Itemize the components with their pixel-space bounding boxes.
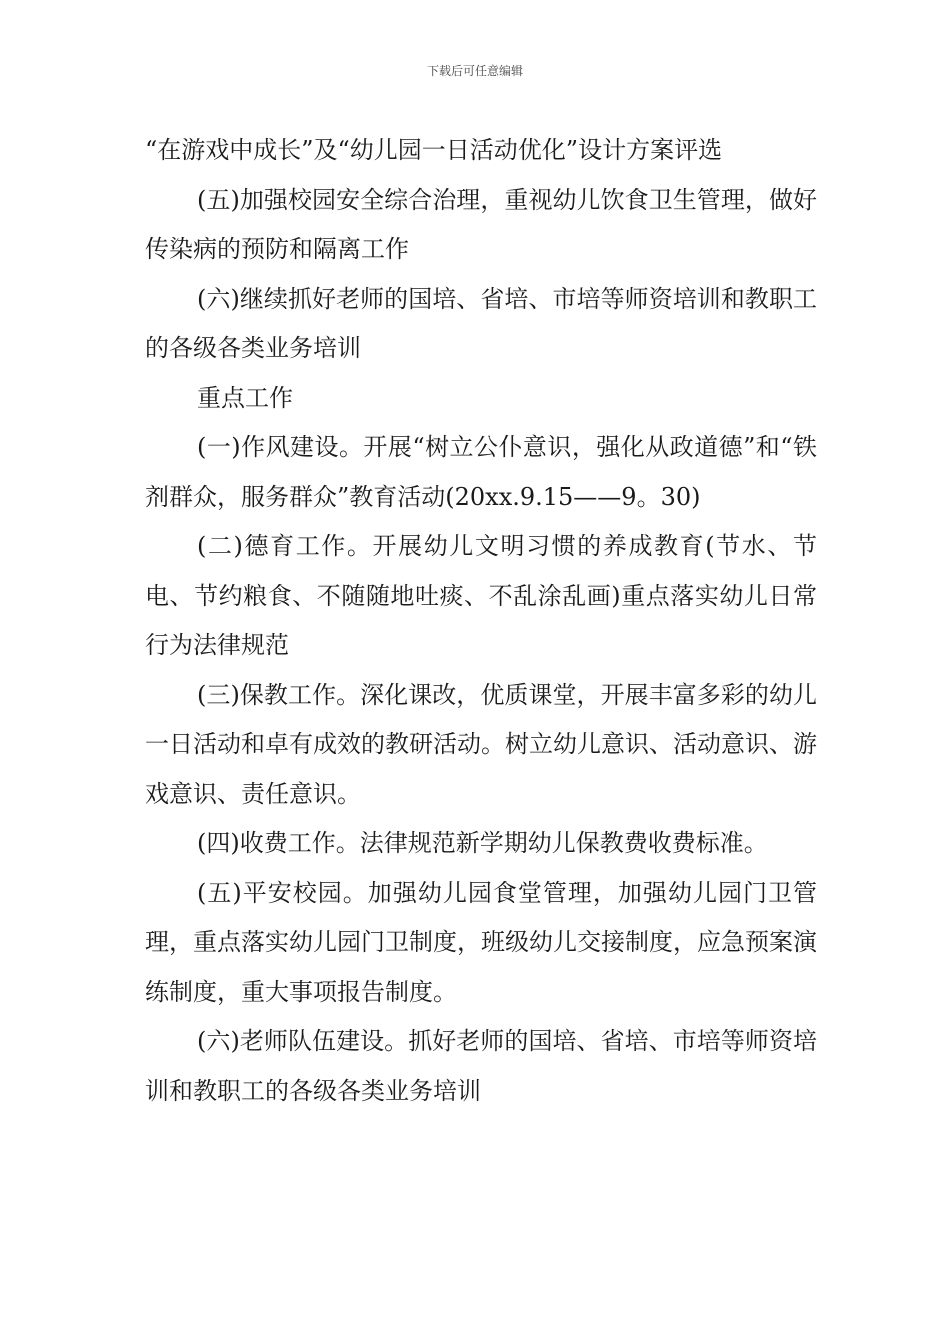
paragraph-key-4-fees: (四)收费工作。法律规范新学期幼儿保教费收费标准。 (197, 829, 768, 857)
paragraph-continuation: “在游戏中成长”及“幼儿园一日活动优化”设计方案评选 (145, 136, 723, 164)
paragraph-key-5-campus: (五)平安校园。加强幼儿园食堂管理，加强幼儿园门卫管理，重点落实幼儿园门卫制度，班级幼儿交接制度，应急预案演练制度，重大事项报告制度。 (145, 878, 817, 1006)
paragraph-item-6-training: (六)继续抓好老师的国培、省培、市培等师资培训和教职工的各级各类业务培训 (145, 284, 817, 362)
paragraph-item-5-safety: (五)加强校园安全综合治理，重视幼儿饮食卫生管理，做好传染病的预防和隔离工作 (145, 185, 817, 263)
page-header: 下载后可任意编辑 (426, 64, 523, 78)
document-body (145, 126, 817, 1116)
paragraph-key-6-teachers: (六)老师队伍建设。抓好老师的国培、省培、市培等师资培训和教职工的各级各类业务培训 (145, 1027, 817, 1105)
paragraph-key-3-education: (三)保教工作。深化课改，优质课堂，开展丰富多彩的幼儿一日活动和卓有成效的教研活动。树立幼儿意识、活动意识、游戏意识、责任意识。 (145, 680, 817, 808)
paragraph-key-1-style: (一)作风建设。开展“树立公仆意识，强化从政道德”和“铁剂群众，服务群众”教育活动(20xx.9.15——9。30) (145, 433, 817, 511)
paragraph-key-2-moral: (二)德育工作。开展幼儿文明习惯的养成教育(节水、节电、节约粮食、不随随地吐痰、不乱涂乱画)重点落实幼儿日常行为法律规范 (145, 532, 817, 659)
section-heading-key-work: 重点工作 (197, 383, 293, 412)
